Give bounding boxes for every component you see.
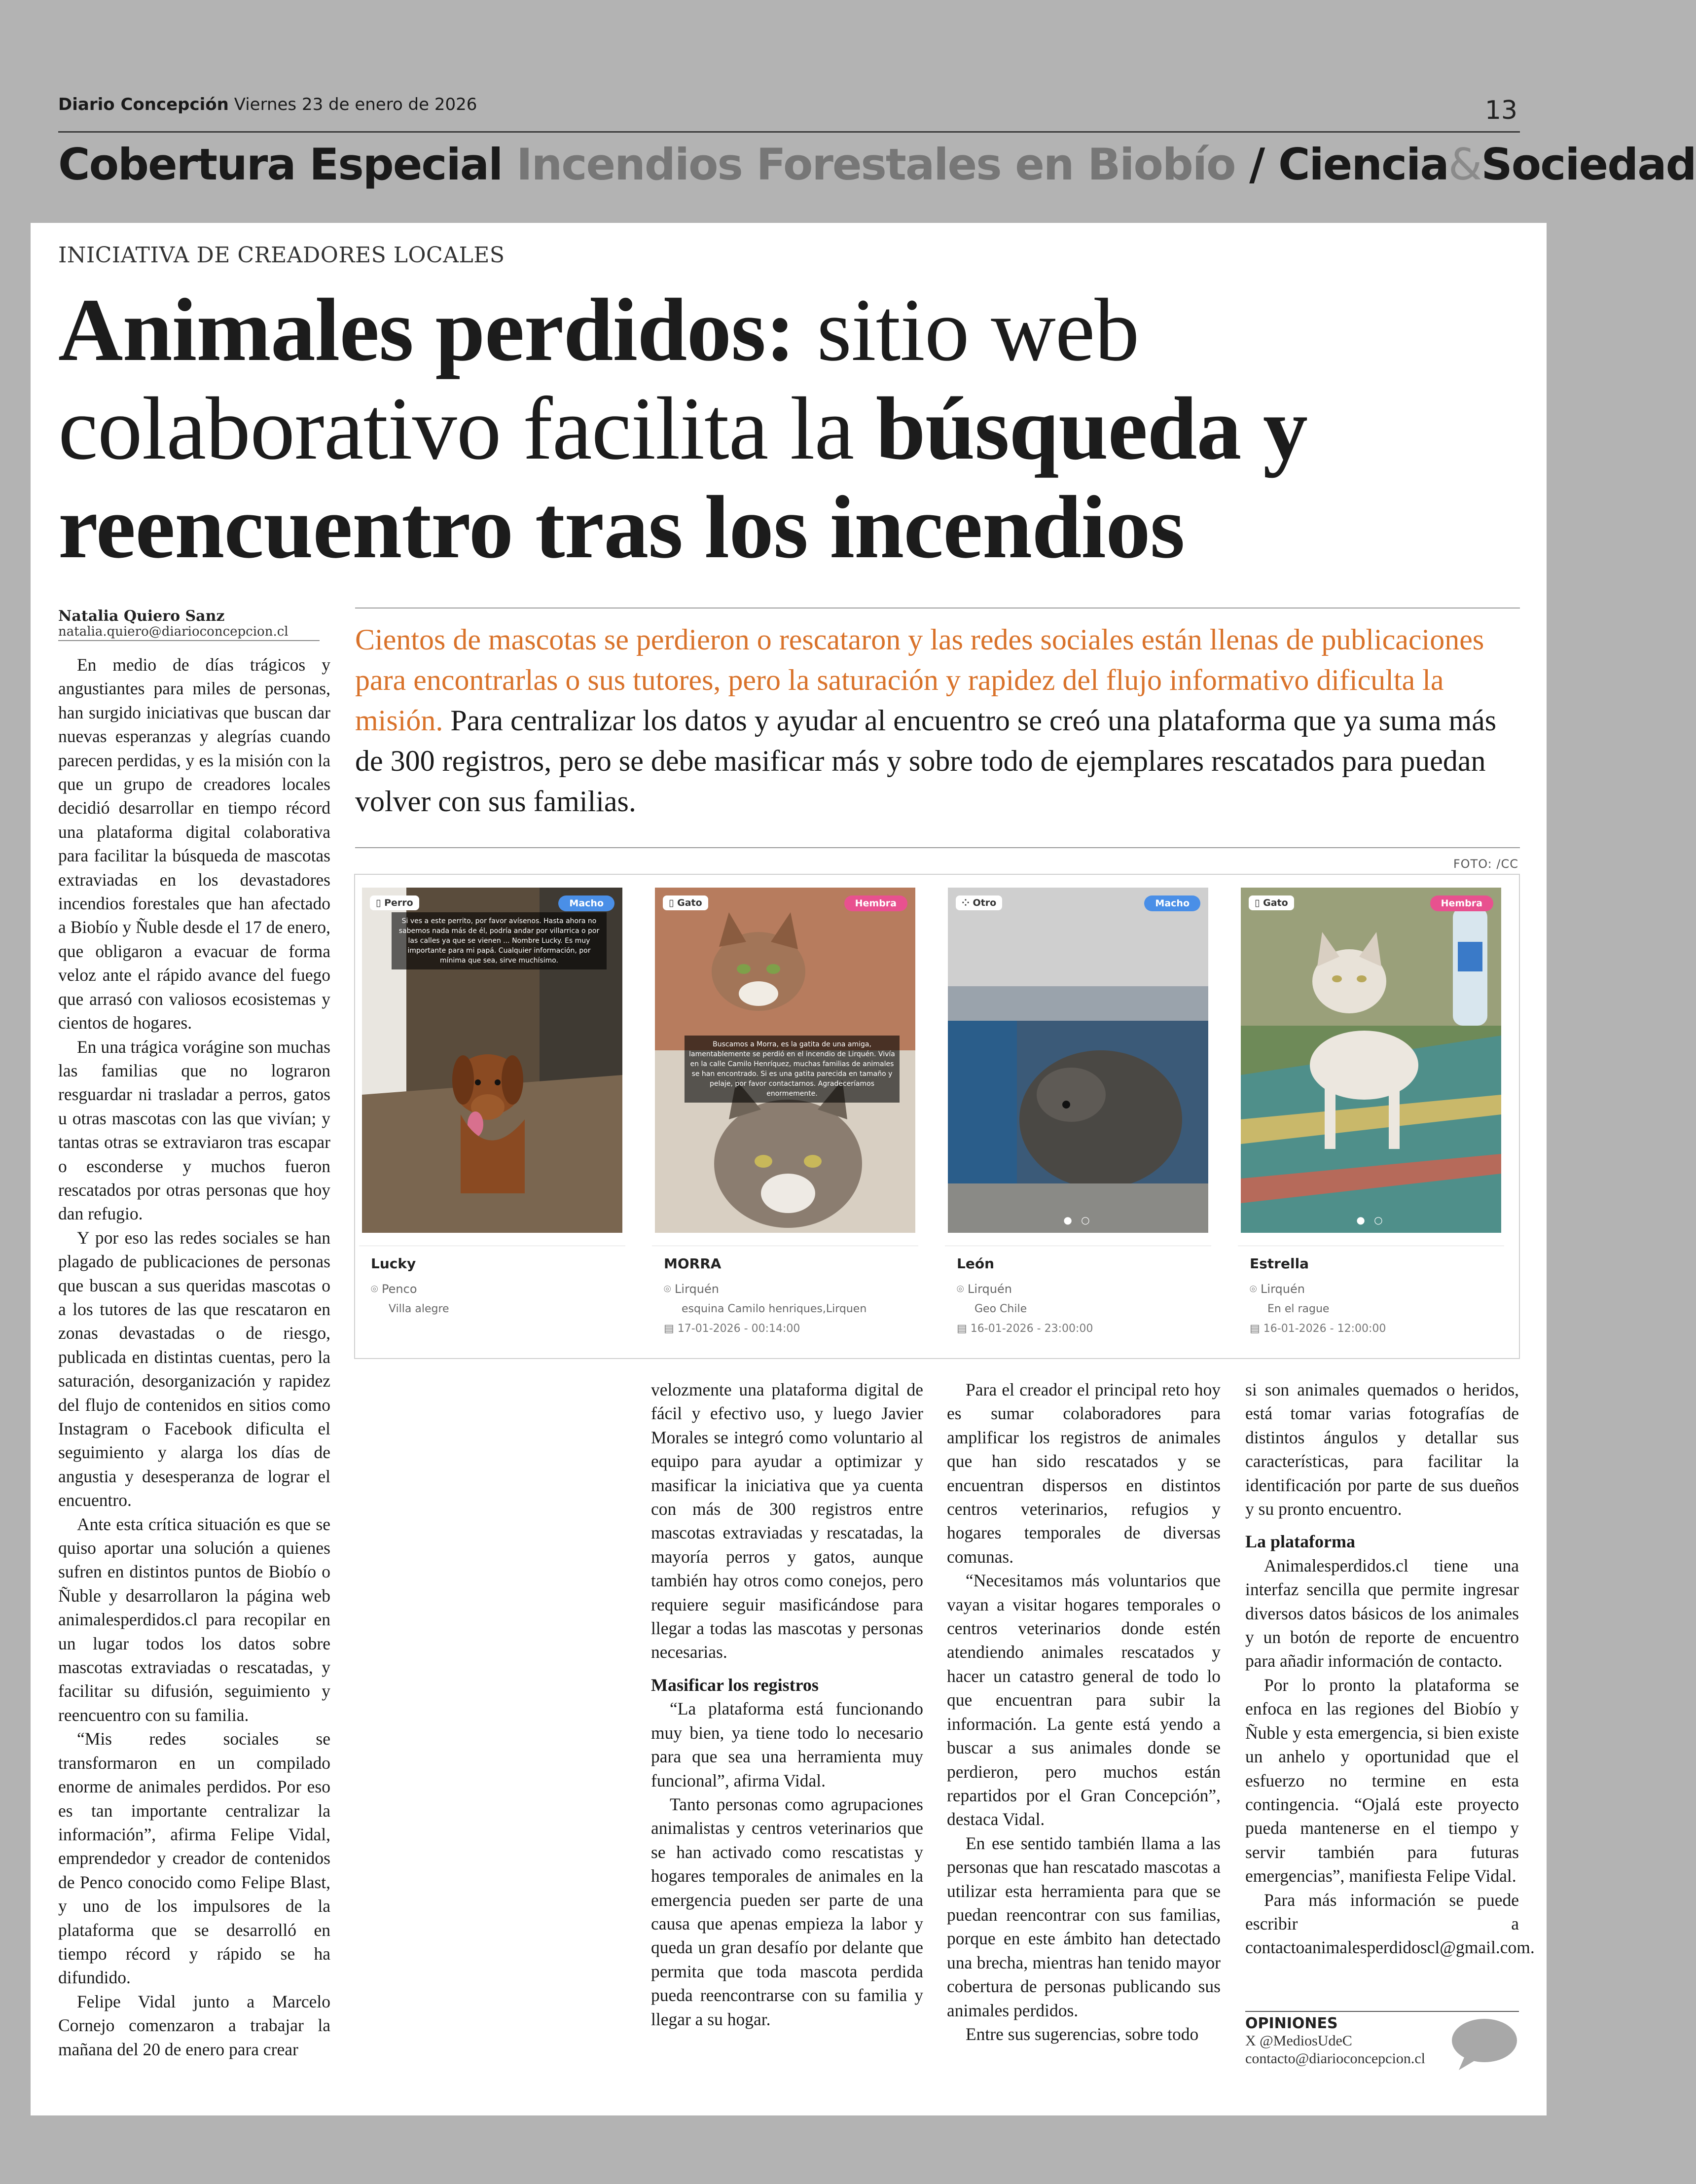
byline-rule (58, 640, 320, 641)
pet-datetime: 17-01-2026 - 00:14:00 (677, 1323, 800, 1335)
tag-icon: ▯ (669, 897, 674, 908)
post-caption: Buscamos a Morra, es la gatita de una amiga, lamentablemente se perdió en el incendio de Lirquén. Vivía en la calle Camilo Henríquez, muchas familias de animales se han encontrado. Si es una gatita parecida en tamaño y pelaje, por favor contactarnos. Agradeceríamos enormemente. (685, 1036, 900, 1103)
location-pin-icon: ⌾ (1250, 1282, 1257, 1296)
opiniones-title: OPINIONES (1245, 2015, 1338, 2032)
website-screenshot (354, 874, 1520, 1359)
paragraph: Y por eso las redes sociales se han plagado de publicaciones de personas que buscan a sus queridas mascotas o a los tutores de las que rescataron en zonas devastadas o de riesgo, publicada en distintas cuentas, pero la saturación, desorganización y rapidez del flujo de contenidos en sitios como Instagram o Facebook dificulta el seguimiento y alarga los días de angustia y desesperanza de lograr el encuentro. (58, 1227, 330, 1510)
paragraph: Felipe Vidal junto a Marcelo Cornejo comenzaron a trabajar la mañana del 20 de enero para crear (58, 1991, 330, 2059)
pet-card[interactable] (1238, 885, 1504, 1343)
pet-location (664, 1282, 719, 1296)
paragraph: Ante esta crítica situación es que se quiso aportar una solución a quienes sufren en distintos puntos de Biobío o Ñuble y desarrollaron la página web animalesperdidos.cl para recopilar en un lugar todos los datos sobre mascotas extraviadas o rescatadas, y facilitar su difusión, seguimiento y reencuentro con su familia. (58, 1514, 330, 1725)
pet-name: León (957, 1255, 995, 1272)
section-main: Cobertura Especial (58, 139, 503, 190)
subheading: Masificar los registros (651, 1675, 819, 1695)
paragraph: En una trágica vorágine son muchas las familias que no lograron resguardar ni trasladar a perros, gatos u otras mascotas con las que vivían; y tantas otras se extraviaron tras escapar o esconderse y muchos fueron rescatados por otras personas que hoy dan refugio. (58, 1037, 330, 1224)
section-amp: & (1448, 139, 1481, 190)
pet-type: Perro (384, 897, 413, 908)
section-sep: / (1249, 139, 1264, 190)
sex-badge: Hembra (1430, 895, 1493, 911)
paw-icon: ⁘ (962, 897, 970, 908)
headline-bold-1: Animales perdidos: (58, 281, 795, 380)
paragraph: Tanto personas como agrupaciones animalistas y centros veterinarios que se han activado como rescatistas y hogares temporales de animales en la emergencia pueden ser parte de una causa que apenas empieza la labor y queda un gran desafío por delante que permita que toda mascota perdida pueda reencontrarse con su familia y llegar a su hogar. (651, 1794, 923, 2029)
location-pin-icon: ⌾ (371, 1282, 378, 1296)
tag-icon: ▯ (376, 897, 381, 908)
paragraph: Para el creador el principal reto hoy es sumar colaboradores para amplificar los registros de animales que han sido rescatados y se encuentran dispersos en distintos centros veterinarios, refugios y hogares temporales de diversas comunas. (947, 1380, 1221, 1567)
cat-photo-illustration (1241, 888, 1501, 1233)
headline-regular: sitio web colaborativo facilita la (58, 281, 1139, 478)
pet-city: Lirquén (675, 1282, 719, 1296)
opiniones-twitter: X @MediosUdeC (1245, 2033, 1352, 2049)
headline-bold-2: búsqueda y reencuentro tras los incendios (58, 379, 1307, 577)
location-pin-icon: ⌾ (664, 1282, 671, 1296)
paragraph: En medio de días trágicos y angustiantes para miles de personas, han surgido iniciativas que buscan dar nuevas esperanzas y alegrías cuando parecen perdidas, y es la misión con la que un grupo de creadores locales decidió desarrollar en tiempo récord una plataforma digital colaborativa para facilitar la búsqueda de mascotas extraviadas en los devastadores incendios forestales que han afectado a Biobío y Ñuble desde el 17 de enero, que obligaron a evacuar de forma veloz ante el rápido avance del fuego que arrasó con valiosos ecosistemas y cientos de hogares. (58, 655, 330, 1033)
pet-date (1250, 1323, 1386, 1335)
section-cat2: Sociedad (1481, 139, 1696, 190)
opiniones-email: contacto@diarioconcepcion.cl (1245, 2050, 1425, 2067)
pet-datetime: 16-01-2026 - 23:00:00 (970, 1323, 1093, 1335)
deck-highlight: Cientos de mascotas se perdieron o rescataron y las redes sociales están llenas de publicaciones para encontrarlas o sus tutores, pero la saturación y rapidez del flujo informativo dificulta la misión. (355, 623, 1484, 737)
pet-card[interactable] (652, 885, 918, 1343)
pet-date (664, 1323, 800, 1335)
pet-place: Villa alegre (389, 1303, 449, 1315)
paragraph: “La plataforma está funcionando muy bien, ya tiene todo lo necesario para que sea una herramienta muy funcional”, afirma Vidal. (651, 1699, 923, 1790)
header-rule (58, 131, 1520, 133)
author-email: natalia.quiero@diarioconcepcion.cl (58, 624, 289, 639)
pet-type-chip (956, 895, 1002, 910)
masthead-line (58, 95, 477, 114)
rabbit-photo-illustration (948, 888, 1208, 1233)
pet-location (957, 1282, 1012, 1296)
body-column-2 (651, 1378, 923, 2031)
issue-date: Viernes 23 de enero de 2026 (234, 95, 477, 114)
post-caption: Si ves a este perrito, por favor avísenos. Hasta ahora no sabemos nada más de él, podría andar por villarrica o por las calles ya que se vienen ... Nombre Lucky. Es muy importante para mi papá. Cualquier información, por mínima que sea, sirve muchísimo. (392, 912, 607, 969)
paragraph: Para más información se puede escribir a contactoanimalesperdidoscl@gmail.com. (1245, 1890, 1535, 1958)
pet-photo (655, 888, 915, 1233)
author-name: Natalia Quiero Sanz (58, 608, 225, 625)
subheading: La plataforma (1245, 1532, 1355, 1552)
paragraph: si son animales quemados o heridos, está tomar varias fotografías de distintos ángulos y detallar sus características, para facilitar la identificación por parte de sus dueños y su pronto encuentro. (1245, 1380, 1519, 1519)
pet-place: Geo Chile (974, 1303, 1027, 1315)
sex-badge: Macho (558, 895, 614, 911)
pet-city: Lirquén (1261, 1282, 1305, 1296)
paragraph: “Mis redes sociales se transformaron en un compilado enorme de animales perdidos. Por eso es tan importante centralizar la información”, afirma Felipe Vidal, emprendedor y creador de contenidos de Penco conocido como Felipe Blast, y uno de los impulsores de la plataforma que se desarrolló en tiempo récord y rápido se ha difundido. (58, 1729, 330, 1988)
body-column-3 (947, 1378, 1221, 2046)
paragraph: Entre sus sugerencias, sobre todo (966, 2024, 1199, 2044)
carousel-dots[interactable]: ● ○ (1356, 1214, 1386, 1226)
pet-name: MORRA (664, 1255, 722, 1272)
section-header (58, 139, 1696, 190)
carousel-dots[interactable]: ● ○ (1063, 1214, 1093, 1226)
pet-photo (1241, 888, 1501, 1233)
paragraph: Por lo pronto la plataforma se enfoca en las regiones del Biobío y Ñuble y esta emergencia, si bien existe un anhelo y oportunidad que el esfuerzo no termine en esta contingencia. “Ojalá este proyecto pueda mantenerse en el tiempo y servir también para futuras emergencias”, manifiesta Felipe Vidal. (1245, 1675, 1519, 1886)
deck-rule-bottom (355, 847, 1520, 848)
paper-name: Diario Concepción (58, 95, 229, 114)
opiniones-rule (1245, 2011, 1519, 2012)
paragraph: velozmente una plataforma digital de fácil y efectivo uso, y luego Javier Morales se integró como voluntario al equipo para ayudar a optimizar y masificar la iniciativa que ya cuenta con más de 300 registros entre mascotas extraviadas y rescatadas, la mayoría perros y gatos, aunque también hay otros como conejos, pero requiere seguir masificándose para llegar a todas las mascotas y personas necesarias. (651, 1380, 923, 1662)
pet-date (957, 1323, 1093, 1335)
pet-city: Lirquén (968, 1282, 1012, 1296)
pet-location (371, 1282, 417, 1296)
speech-bubble-icon (1450, 2017, 1519, 2071)
paragraph: En ese sentido también llama a las personas que han rescatado mascotas a utilizar esta herramienta para que se puedan reencontrar con sus familias, porque en este ámbito han detectado una brecha, mientras han tenido mayor cobertura de personas publicando sus animales perdidos. (947, 1833, 1221, 2020)
calendar-icon: ▤ (957, 1323, 967, 1335)
pet-type-chip (1249, 895, 1294, 910)
calendar-icon: ▤ (664, 1323, 674, 1335)
pet-location (1250, 1282, 1305, 1296)
pet-name: Lucky (371, 1255, 416, 1272)
deck-body: Para centralizar los datos y ayudar al encuentro se creó una plataforma que ya suma más de 300 registros, pero se debe masificar más y sobre todo de ejemplares rescatados para puedan volver con sus familias. (355, 704, 1497, 818)
pet-type-chip (370, 895, 419, 910)
calendar-icon: ▤ (1250, 1323, 1260, 1335)
sex-badge: Macho (1144, 895, 1200, 911)
pet-type: Gato (677, 897, 702, 908)
opiniones-box (1245, 2015, 1425, 2068)
body-column-4 (1245, 1378, 1535, 1960)
paragraph: “Necesitamos más voluntarios que vayan a visitar hogares temporales o centros veterinarios donde estén atendiendo animales rescatados y hacer un catastro general de todo lo que encuentran para subir la información. La gente está yendo a buscar a sus animales donde se perdieron, pero muchos están repartidos por el Gran Concepción”, destaca Vidal. (947, 1571, 1221, 1829)
location-pin-icon: ⌾ (957, 1282, 964, 1296)
pet-place: En el rague (1267, 1303, 1330, 1315)
pet-datetime: 16-01-2026 - 12:00:00 (1263, 1323, 1386, 1335)
pet-name: Estrella (1250, 1255, 1309, 1272)
page-number: 13 (1484, 96, 1517, 125)
body-column-1 (58, 653, 330, 2061)
pet-place: esquina Camilo henriques,Lirquen (682, 1303, 867, 1315)
sex-badge: Hembra (844, 895, 907, 911)
pet-photo (362, 888, 622, 1233)
pet-city: Penco (382, 1282, 417, 1296)
pet-photo (948, 888, 1208, 1233)
section-cat1: Ciencia (1278, 139, 1448, 190)
section-sub: Incendios Forestales en Biobío (516, 139, 1235, 190)
paragraph: Animalesperdidos.cl tiene una interfaz sencilla que permite ingresar diversos datos básicos de los animales y un botón de reporte de encuentro para añadir información de contacto. (1245, 1555, 1519, 1671)
pet-type: Gato (1263, 897, 1288, 908)
pet-type: Otro (973, 897, 997, 908)
kicker: INICIATIVA DE CREADORES LOCALES (58, 243, 505, 268)
deck-rule-top (355, 608, 1520, 609)
photo-credit: FOTO: /CC (1453, 857, 1518, 871)
headline (58, 281, 1518, 577)
pet-card[interactable] (359, 885, 625, 1343)
tag-icon: ▯ (1255, 897, 1260, 908)
deck (355, 619, 1520, 822)
pet-card[interactable] (945, 885, 1211, 1343)
pet-type-chip (663, 895, 708, 910)
